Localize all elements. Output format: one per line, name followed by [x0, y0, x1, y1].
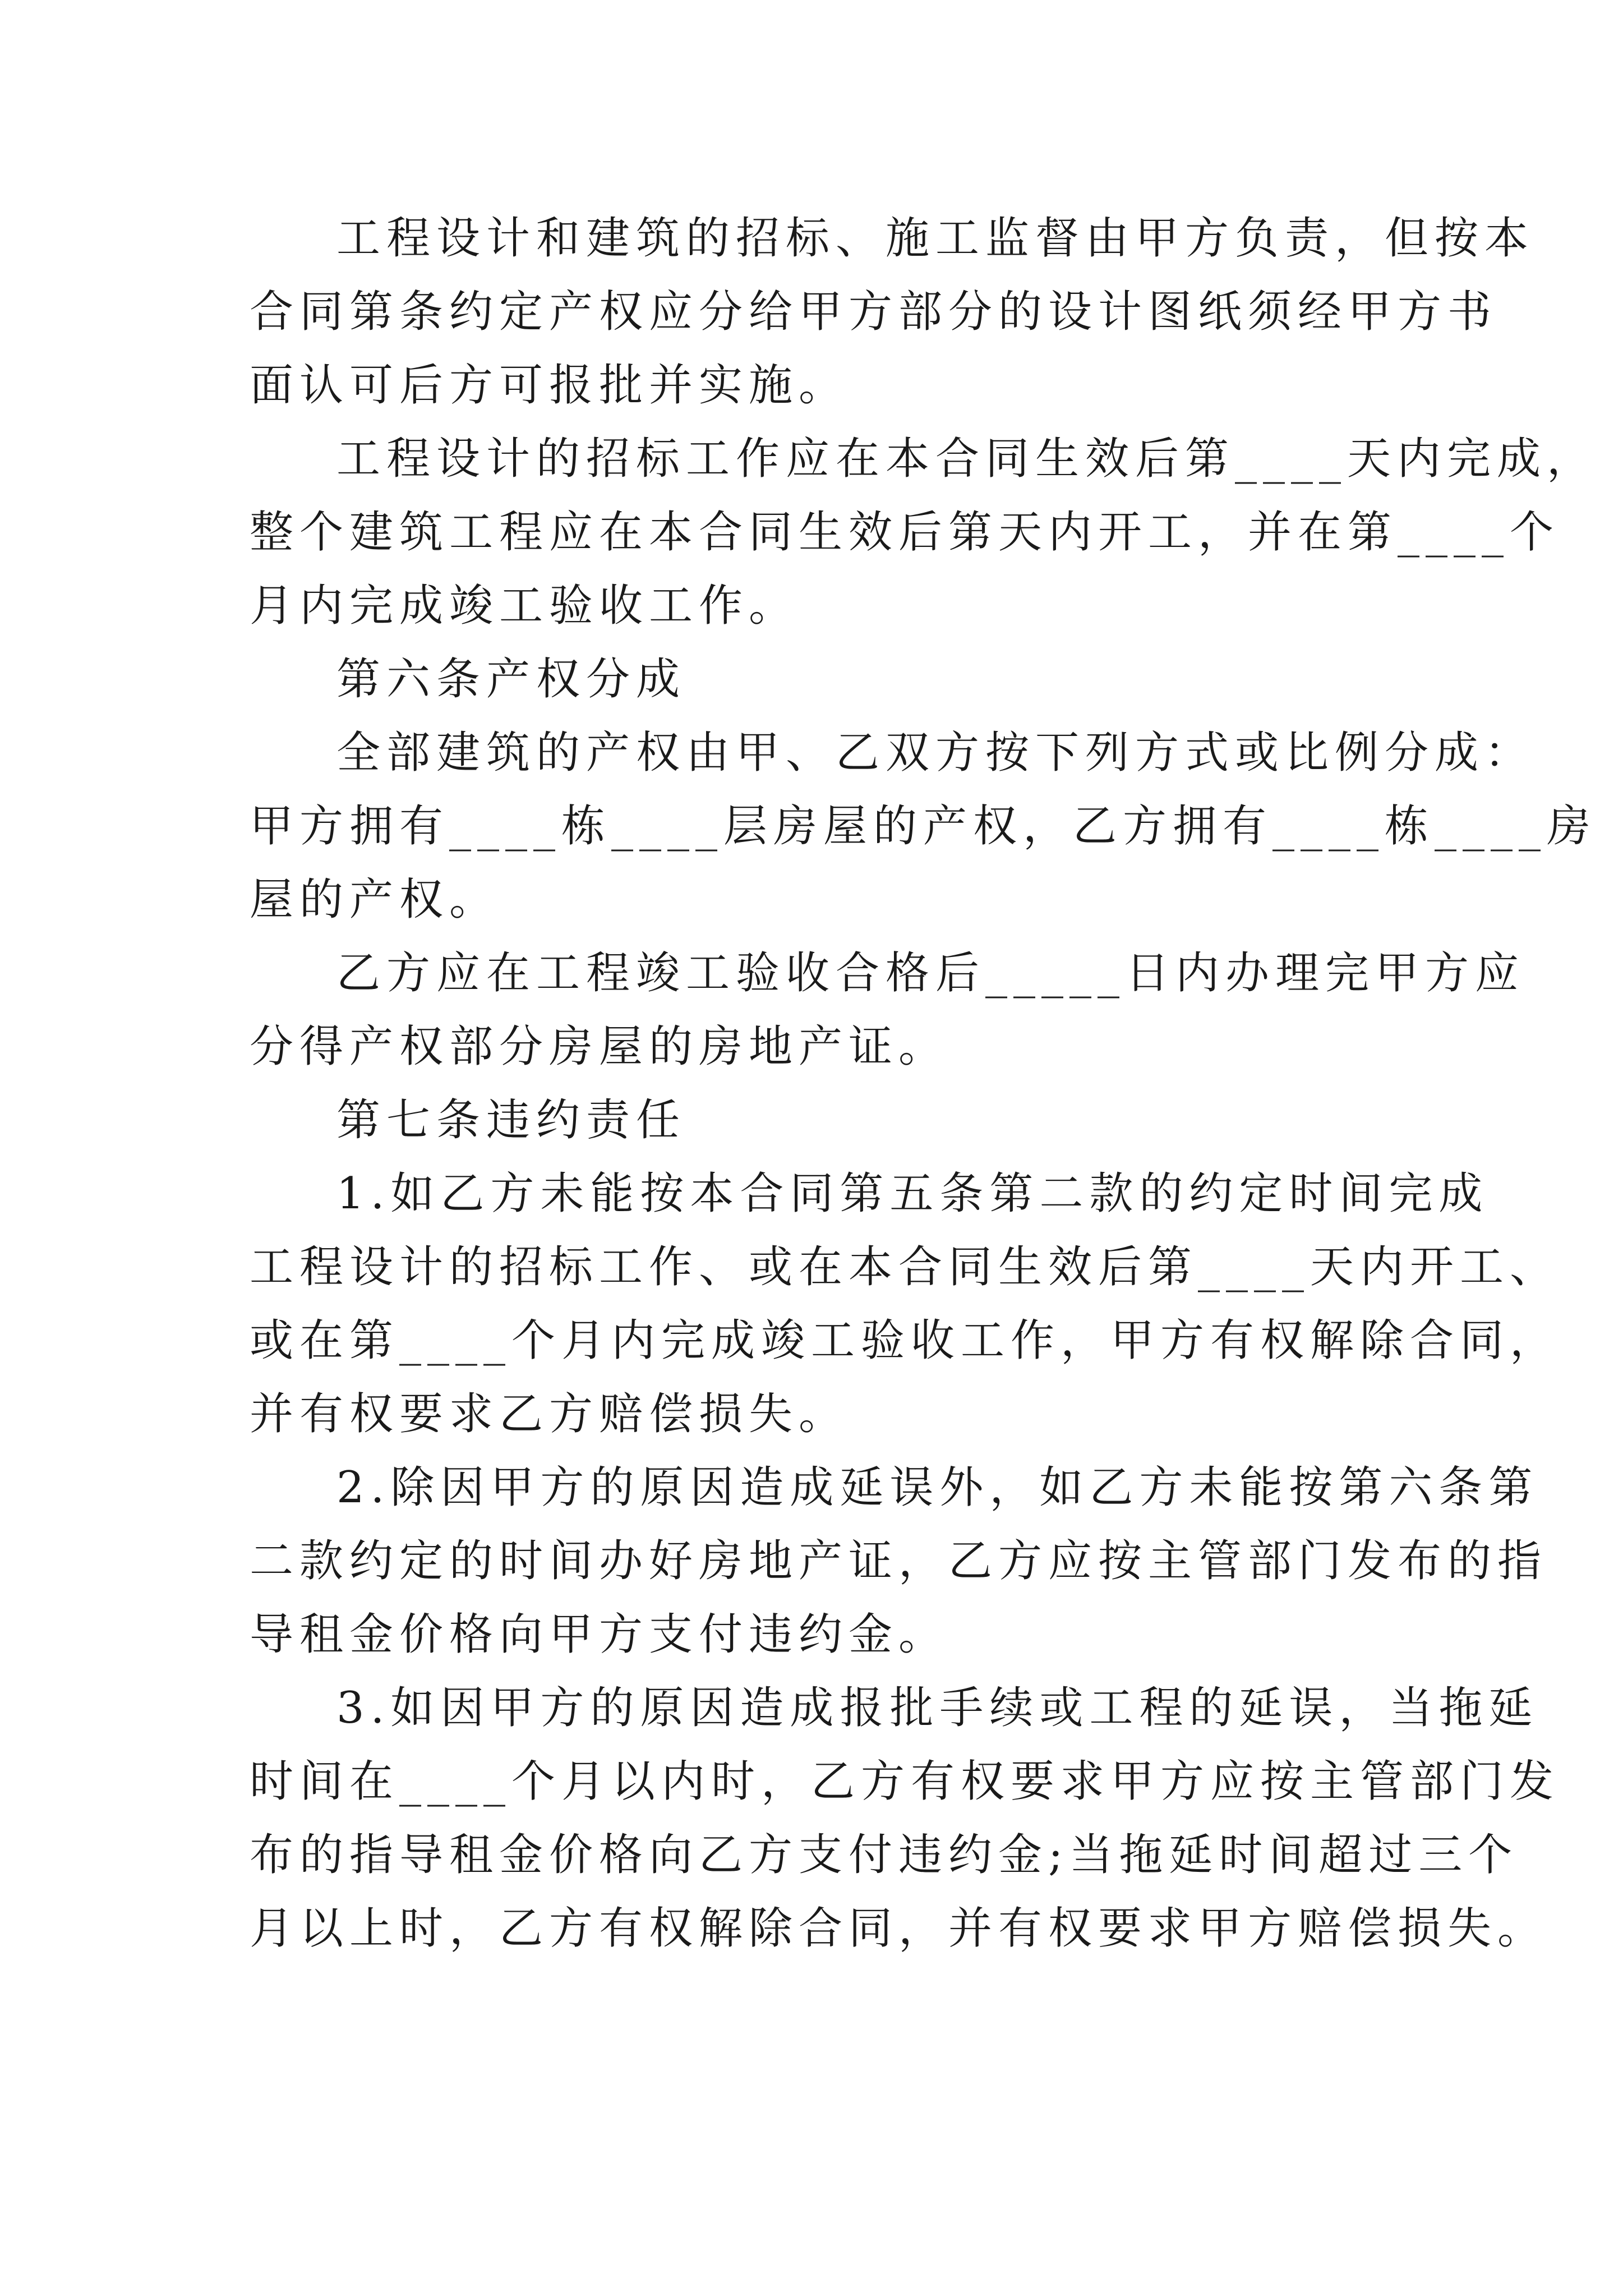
contract-text	[250, 202, 1597, 1966]
text-line: 二款约定的时间办好房地产证，乙方应按主管部门发布的指	[250, 1536, 1548, 1586]
text-line: 屋的产权。	[250, 875, 500, 925]
text-line: 合同第条约定产权应分给甲方部分的设计图纸须经甲方书	[250, 287, 1498, 337]
text-line: 月内完成竣工验收工作。	[250, 581, 799, 631]
section-heading: 第六条产权分成	[336, 654, 686, 705]
text-line: 分得产权部分房屋的房地产证。	[250, 1022, 949, 1072]
text-line: 全部建筑的产权由甲、乙双方按下列方式或比例分成：	[336, 728, 1535, 778]
text-line: 1.如乙方未能按本合同第五条第二款的约定时间完成	[336, 1168, 1489, 1219]
section-heading: 第七条违约责任	[336, 1095, 686, 1145]
text-line: 导租金价格向甲方支付违约金。	[250, 1609, 949, 1660]
text-line: 3.如因甲方的原因造成报批手续或工程的延误，当拖延	[336, 1683, 1539, 1733]
text-line: 工程设计的招标工作、或在本合同生效后第____天内开工、	[250, 1242, 1560, 1292]
text-line: 并有权要求乙方赔偿损失。	[250, 1389, 849, 1439]
text-line: 月以上时，乙方有权解除合同，并有权要求甲方赔偿损失。	[250, 1903, 1548, 1954]
text-line: 布的指导租金价格向乙方支付违约金;当拖延时间超过三个	[250, 1830, 1519, 1880]
text-line: 整个建筑工程应在本合同生效后第天内开工，并在第____个	[250, 507, 1560, 558]
text-line: 工程设计的招标工作应在本合同生效后第____天内完成，	[336, 434, 1597, 484]
text-line: 2.除因甲方的原因造成延误外，如乙方未能按第六条第	[336, 1462, 1539, 1513]
text-line: 面认可后方可报批并实施。	[250, 360, 849, 411]
text-line: 时间在____个月以内时，乙方有权要求甲方应按主管部门发	[250, 1756, 1560, 1807]
text-line: 甲方拥有____栋____层房屋的产权，乙方拥有____栋____房	[250, 801, 1597, 852]
text-line: 乙方应在工程竣工验收合格后_____日内办理完甲方应	[336, 948, 1525, 999]
text-line: 或在第____个月内完成竣工验收工作，甲方有权解除合同，	[250, 1315, 1560, 1366]
text-line: 工程设计和建筑的招标、施工监督由甲方负责，但按本	[336, 213, 1535, 264]
